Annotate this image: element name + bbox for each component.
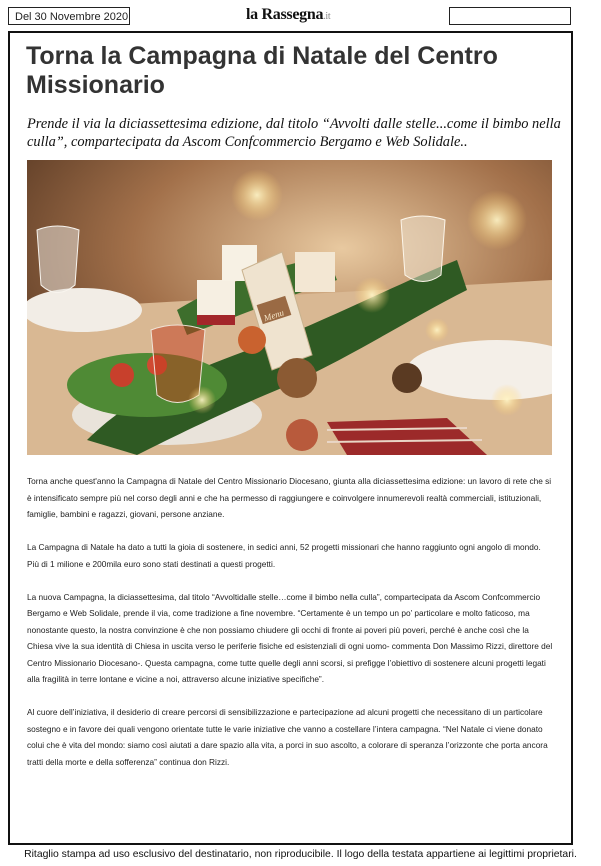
masthead-tld: .it xyxy=(323,11,331,22)
masthead-logo[interactable] xyxy=(246,6,330,24)
article-body xyxy=(27,473,554,787)
article-subtitle: Prende il via la diciassettesima edizione, dal titolo “Avvolti dalle stelle...come il bimbo nella culla”, compartecipata da Ascom Confcommercio Bergamo e Web Solidale.. xyxy=(27,116,561,150)
menu-card-text: Menu xyxy=(262,307,286,324)
article-photo xyxy=(27,160,552,455)
paragraph-3: La nuova Campagna, la diciassettesima, dal titolo “Avvoltidalle stelle…come il bimbo nella culla”, compartecipata da Ascom Confcommercio Bergamo e Web Solidale, prende il via, come tradizione a fine novembre. “Certamente è un tempo un po’ particolare e molto faticoso, ma nonostante questo, la nostra convinzione è che non possiamo chiudere gli occhi di fronte ai poveri più poveri, perché è anche così che la Chiesa vive la sua identità di Chiesa in uscita verso le periferie fisiche ed esistenziali di ogni uomo- commenta Don Massimo Rizzi, direttore del Centro Missionario Diocesano-. Questa campagna, come tutte quelle degli anni scorsi, si prefigge l’obiettivo di sostenere alcuni progetti legati alla fragilità in terre lontane e vicine a noi, attraverso alcune iniziative specifiche”. xyxy=(27,591,553,684)
date-box xyxy=(8,7,130,25)
paragraph-2: La Campagna di Natale ha dato a tutti la gioia di sostenere, in sedici anni, 52 progetti missionari che hanno raggiunto ogni angolo di mondo. Più di 1 milione e 200mila euro sono stati destinati a questi progetti. xyxy=(27,542,541,569)
paragraph-4: Al cuore dell’iniziativa, il desiderio di creare percorsi di sensibilizzazione e partecipazione ad alcuni progetti che necessitano di un particolare sostegno e in favore dei quali vengono orientate tutte le varie iniziative che vanno a costellare l’intera campagna. “Nel Natale ci viene donato colui che è vita del mondo: siamo così aiutati a dare spazio alla vita, a porci in suo ascolto, a colorare di speranza l’orizzonte che porta ancora tratti della morte e della sofferenza” continua don Rizzi. xyxy=(27,707,548,767)
paragraph-1: Torna anche quest'anno la Campagna di Natale del Centro Missionario Diocesano, giunta alla diciassettesima edizione: un lavoro di rete che si è intensificato sempre più nel corso degli anni e che ha permesso di raggiungere e coinvolgere innumerevoli realtà commerciali, istituzionali, famiglie, bambini e ragazzi, giovani, persone anziane. xyxy=(27,476,552,519)
publication-date: Del 30 Novembre 2020 xyxy=(15,11,129,23)
article-title: Torna la Campagna di Natale del Centro Missionario xyxy=(26,42,498,99)
footer-disclaimer: Ritaglio stampa ad uso esclusivo del destinatario, non riproducibile. Il logo della testata appartiene ai legittimi proprietari. xyxy=(24,849,577,860)
empty-header-box xyxy=(449,7,571,25)
masthead-name: la Rassegna xyxy=(246,6,324,23)
